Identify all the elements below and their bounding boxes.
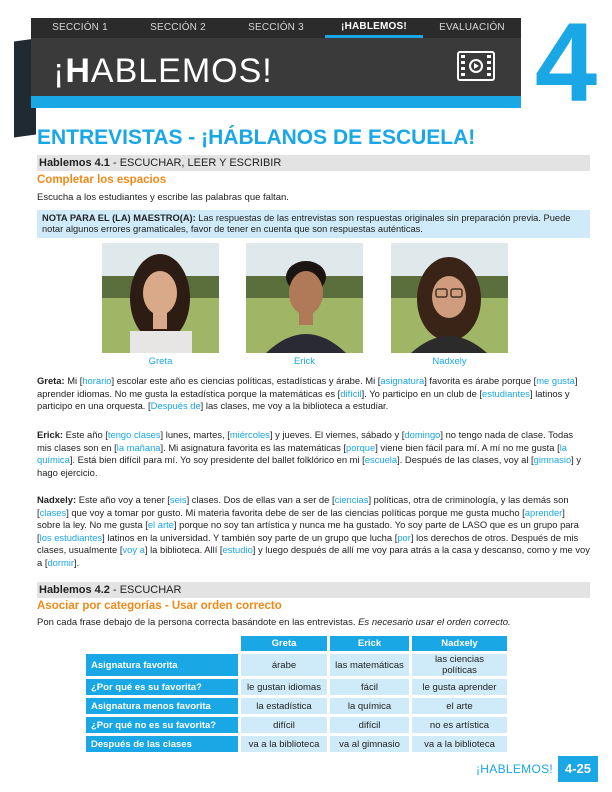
table-cell: va al gimnasio [330,736,409,752]
answer-blank: clases [39,506,67,518]
caption-nadxely: Nadxely [432,356,467,367]
paragraph-text: ] clases. Dos de ellas van a ser de [ [186,494,335,505]
answer-blank: por [397,531,411,543]
answer-blank: gimnasio [533,454,572,466]
answer-blank: horario [82,375,112,386]
caption-greta: Greta [148,356,173,367]
table-cell: va a la biblioteca [412,736,507,752]
section-subtitle-4-2: Asociar por categorías - Usar orden correcto [37,600,282,612]
tab-seccion-1[interactable]: SECCIÓN 1 [52,22,108,33]
answer-blank: dormir [47,556,75,568]
row-header: Asignatura menos favorita [86,698,238,714]
paragraph-text: ]. Después de las clases, voy al [ [397,454,534,466]
table-row [86,679,507,695]
paragraph-text: ] lunes, martes, [ [160,429,230,440]
paragraph-text: ]. Está bien difícil para mí. Yo soy presidente del ballet folklórico en mi [ [69,454,365,466]
tab-hablemos[interactable]: ¡HABLEMOS! [325,18,423,38]
paragraph-text: ] latinos en la universidad. Y también soy parte de un grupo que lucha [ [102,531,398,543]
paragraph-text: ] latinos y participo en una orquesta. [ [37,387,570,412]
paragraph-text: ] favorita es árabe porque [ [424,375,537,386]
paragraph-text: ] porque no soy tan artística y nunca me ha gustado. Yo soy parte de LASO que es un grupo para [ [37,519,579,543]
student-photo-nadxely [391,243,508,353]
table-cell: le gustan idiomas [241,679,327,695]
teacher-note: NOTA PARA EL (LA) MAESTRO(A): Las respuestas de las entrevistas son respuestas originales sin preparación previa. Puede notar algunos errores gramaticales, favor de tener en cuenta que son respuestas auténticas. [37,210,590,238]
row-header: Asignatura favorita [86,654,238,676]
paragraph-text: ] y jueves. El viernes, sábado y [ [269,429,405,440]
answer-blank: estudiantes [482,387,530,399]
table-cell: difícil [330,717,409,733]
page-title: ENTREVISTAS - ¡HÁBLANOS DE ESCUELA! [37,126,476,149]
answer-blank: seis [169,494,187,505]
answer-blank: tengo clases [107,429,161,440]
row-header: ¿Por qué es su favorita? [86,679,238,695]
paragraph-text: Este año voy a tener [ [76,494,170,505]
paragraph-erick [37,429,590,479]
header-accent-bar [31,96,521,108]
paragraph-text: ] y hago ejercicio. [37,454,582,478]
section-subtitle-4-1: Completar los espacios [37,174,167,186]
answer-blank: difícil [340,387,362,399]
row-header: Después de las clases [86,736,238,752]
table-cell: el arte [412,698,507,714]
section-header-4-1: Hablemos 4.1 - ESCUCHAR, LEER Y ESCRIBIR [37,155,590,171]
categories-table [83,633,510,755]
table-cell: árabe [241,654,327,676]
table-cell: la estadística [241,698,327,714]
table-cell: va a la biblioteca [241,736,327,752]
speaker-name: Nadxely: [37,494,77,505]
tab-seccion-3[interactable]: SECCIÓN 3 [248,22,304,33]
table-cell: las matemáticas [330,654,409,676]
speaker-name: Erick: [37,429,64,440]
tab-evaluacion[interactable]: EVALUACIÓN [439,22,505,33]
student-photo-erick [246,243,363,353]
table-cell: fácil [330,679,409,695]
paragraph-text: ]. [74,556,80,568]
table-cell: la química [330,698,409,714]
answer-blank: aprender [524,506,563,518]
paragraph-text: ] sobre la ley. No me gusta [ [37,506,565,531]
answer-blank: domingo [404,429,441,440]
paragraph-text: ] aprender idiomas. No me gusta la estadística porque la matemáticas es [ [37,375,578,399]
paragraph-greta [37,375,590,413]
row-header: ¿Por qué no es su favorita? [86,717,238,733]
answer-blank: Después de [150,400,201,412]
column-header-erick: Erick [330,636,409,651]
answer-blank: estudio [222,544,253,556]
paragraph-text: ] que voy a tomar por gusto. Mi materia favorita debe de ser de las ciencias políticas porque me gusta mucho [ [66,506,525,518]
table-row [86,736,507,752]
section-instruction-4-2: Pon cada frase debajo de la persona correcta basándote en las entrevistas. Es necesario usar el orden correcto. [37,617,511,628]
answer-blank: voy a [122,544,145,556]
paragraph-nadxely [37,494,590,570]
section-instruction-4-1: Escucha a los estudiantes y escribe las palabras que faltan. [37,192,289,203]
paragraph-text: ] políticas, otra de criminología, y las demás son [ [37,494,569,518]
answer-blank: los estudiantes [39,531,103,543]
section-tabs [31,18,521,38]
answer-blank: me gusta [536,375,575,386]
section-header-4-2: Hablemos 4.2 - ESCUCHAR [37,582,590,598]
answer-blank: la química [37,441,567,466]
paragraph-text: ] y luego después de allí me voy para atrás a la casa y descanso, como y me voy a [ [37,544,590,568]
header-title: ¡HABLEMOS! [53,52,273,90]
table-cell: difícil [241,717,327,733]
answer-blank: ciencias [334,494,369,505]
paragraph-text: Mi [ [64,375,83,386]
answer-blank: asignatura [380,375,425,386]
paragraph-text: ]. Mi asignatura favorita es las matemáticas [ [160,441,347,453]
tab-seccion-2[interactable]: SECCIÓN 2 [150,22,206,33]
paragraph-text: ] la biblioteca. Allí [ [144,544,223,556]
film-icon [456,48,496,84]
column-header-nadxely: Nadxely [412,636,507,651]
caption-erick: Erick [293,356,316,367]
table-row [86,698,507,714]
footer-brand: ¡HABLEMOS! [476,762,554,776]
paragraph-text: ] los derechos de otros. Después de mis clases, usualmente [ [37,531,579,556]
page-number: 4-25 [558,756,598,782]
chapter-header [31,18,521,106]
chapter-number: 4 [534,0,598,125]
paragraph-text: ] viene bien fácil para mí. A mí no me gusta [ [375,441,560,453]
answer-blank: escuela [364,454,398,466]
table-cell: las ciencias políticas [412,654,507,676]
table-cell: le gusta aprender [412,679,507,695]
paragraph-text: ]. Yo participo en un club de [ [361,387,483,399]
table-row [86,717,507,733]
answer-blank: miércoles [229,429,270,440]
table-corner [86,636,238,651]
answer-blank: porque [346,441,376,453]
answer-blank: la mañana [116,441,161,453]
paragraph-text: ] las clases, me voy a la biblioteca a estudiar. [200,400,389,412]
paragraph-text: ] no tengo nada de clase. Todas mis clases son en [ [37,429,574,453]
paragraph-text: Este año [ [63,429,108,440]
speaker-name: Greta: [37,375,65,386]
column-header-greta: Greta [241,636,327,651]
student-photo-greta [102,243,219,353]
table-row [86,654,507,676]
answer-blank: el arte [147,519,174,531]
table-cell: no es artística [412,717,507,733]
paragraph-text: ] escolar este año es ciencias políticas, estadísticas y árabe. Mi [ [111,375,381,386]
